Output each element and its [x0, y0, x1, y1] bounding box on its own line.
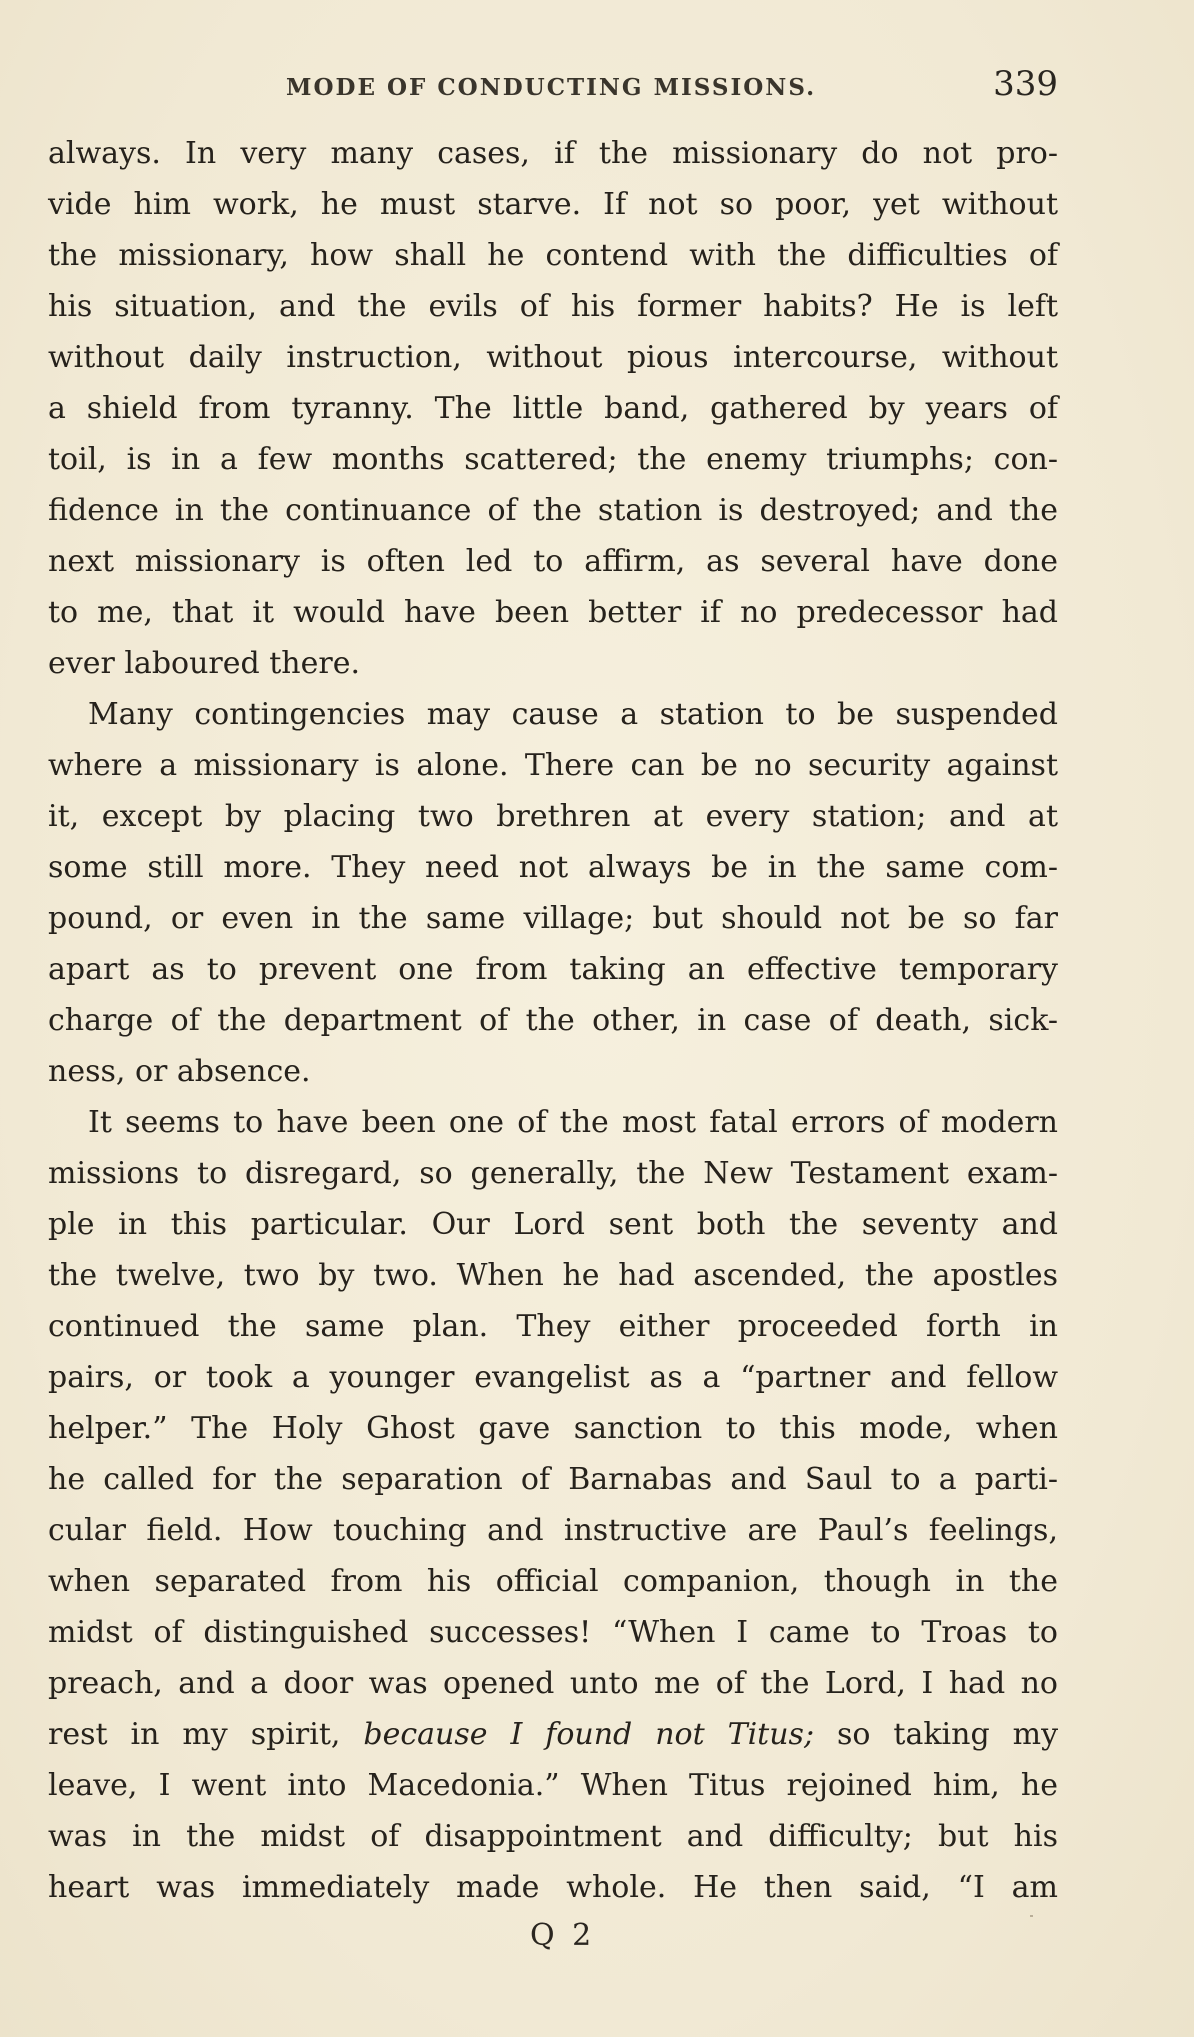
text-line: where a missionary is alone. There can be no security against	[48, 748, 1058, 783]
text-line: charge of the department of the other, in case of death, sick-	[48, 1003, 1058, 1038]
text-line: missions to disregard, so generally, the New Testament exam-	[48, 1156, 1058, 1191]
text-line: some still more. They need not always be in the same com-	[48, 850, 1058, 885]
text-line: pairs, or took a younger evangelist as a “partner and fellow	[48, 1360, 1058, 1395]
running-head: MODE OF CONDUCTING MISSIONS.	[286, 74, 817, 101]
text-line: ever laboured there.	[48, 646, 360, 681]
text-line: ness, or absence.	[48, 1054, 311, 1089]
text-line: heart was immediately made whole. He then said, “I am	[48, 1870, 1058, 1905]
text-line: without daily instruction, without pious intercourse, without	[48, 340, 1058, 375]
text-line: helper.” The Holy Ghost gave sanction to this mode, when	[48, 1411, 1058, 1446]
text-line: It seems to have been one of the most fatal errors of modern	[88, 1105, 1058, 1140]
text-line: preach, and a door was opened unto me of the Lord, I had no	[48, 1666, 1058, 1701]
text-line: ple in this particular. Our Lord sent both the seventy and	[48, 1207, 1058, 1242]
text-line: when separated from his official companion, though in the	[48, 1564, 1058, 1599]
text-line: next missionary is often led to affirm, as several have done	[48, 544, 1058, 579]
italic-run: because I found not Titus;	[363, 1717, 815, 1752]
signature-mark: Q 2	[530, 1918, 596, 1953]
text-line: toil, is in a few months scattered; the enemy triumphs; con-	[48, 442, 1058, 477]
text-line: cular field. How touching and instructive are Paul’s feelings,	[48, 1513, 1058, 1548]
text-line: his situation, and the evils of his former habits? He is left	[48, 289, 1058, 324]
text-line: he called for the separation of Barnabas and Saul to a parti-	[48, 1462, 1058, 1497]
text-line: pound, or even in the same village; but should not be so far	[48, 901, 1058, 936]
text-line: to me, that it would have been better if no predecessor had	[48, 595, 1058, 630]
text-line: Many contingencies may cause a station to be suspended	[88, 697, 1058, 732]
text-line: fidence in the continuance of the station is destroyed; and the	[48, 493, 1058, 528]
page-header	[48, 64, 1058, 110]
body-text	[48, 128, 1058, 1913]
text-line: continued the same plan. They either proceeded forth in	[48, 1309, 1058, 1344]
text-line: it, except by placing two brethren at every station; and at	[48, 799, 1058, 834]
text-run: so taking my	[814, 1717, 1059, 1752]
text-line: apart as to prevent one from taking an effective temporary	[48, 952, 1058, 987]
paper-speck	[1030, 1915, 1033, 1917]
text-line: was in the midst of disappointment and difficulty; but his	[48, 1819, 1058, 1854]
text-line: the missionary, how shall he contend with the difficulties of	[48, 238, 1058, 273]
text-run: rest in my spirit,	[48, 1717, 364, 1752]
text-line: a shield from tyranny. The little band, gathered by years of	[48, 391, 1058, 426]
text-line: always. In very many cases, if the missionary do not pro-	[48, 136, 1058, 171]
text-line: the twelve, two by two. When he had ascended, the apostles	[48, 1258, 1058, 1293]
text-line-with-italic	[48, 1709, 1058, 1760]
page-number: 339	[993, 64, 1058, 104]
text-line: midst of distinguished successes! “When I came to Troas to	[48, 1615, 1058, 1650]
text-line: vide him work, he must starve. If not so poor, yet without	[48, 187, 1058, 222]
text-line: leave, I went into Macedonia.” When Titus rejoined him, he	[48, 1768, 1058, 1803]
